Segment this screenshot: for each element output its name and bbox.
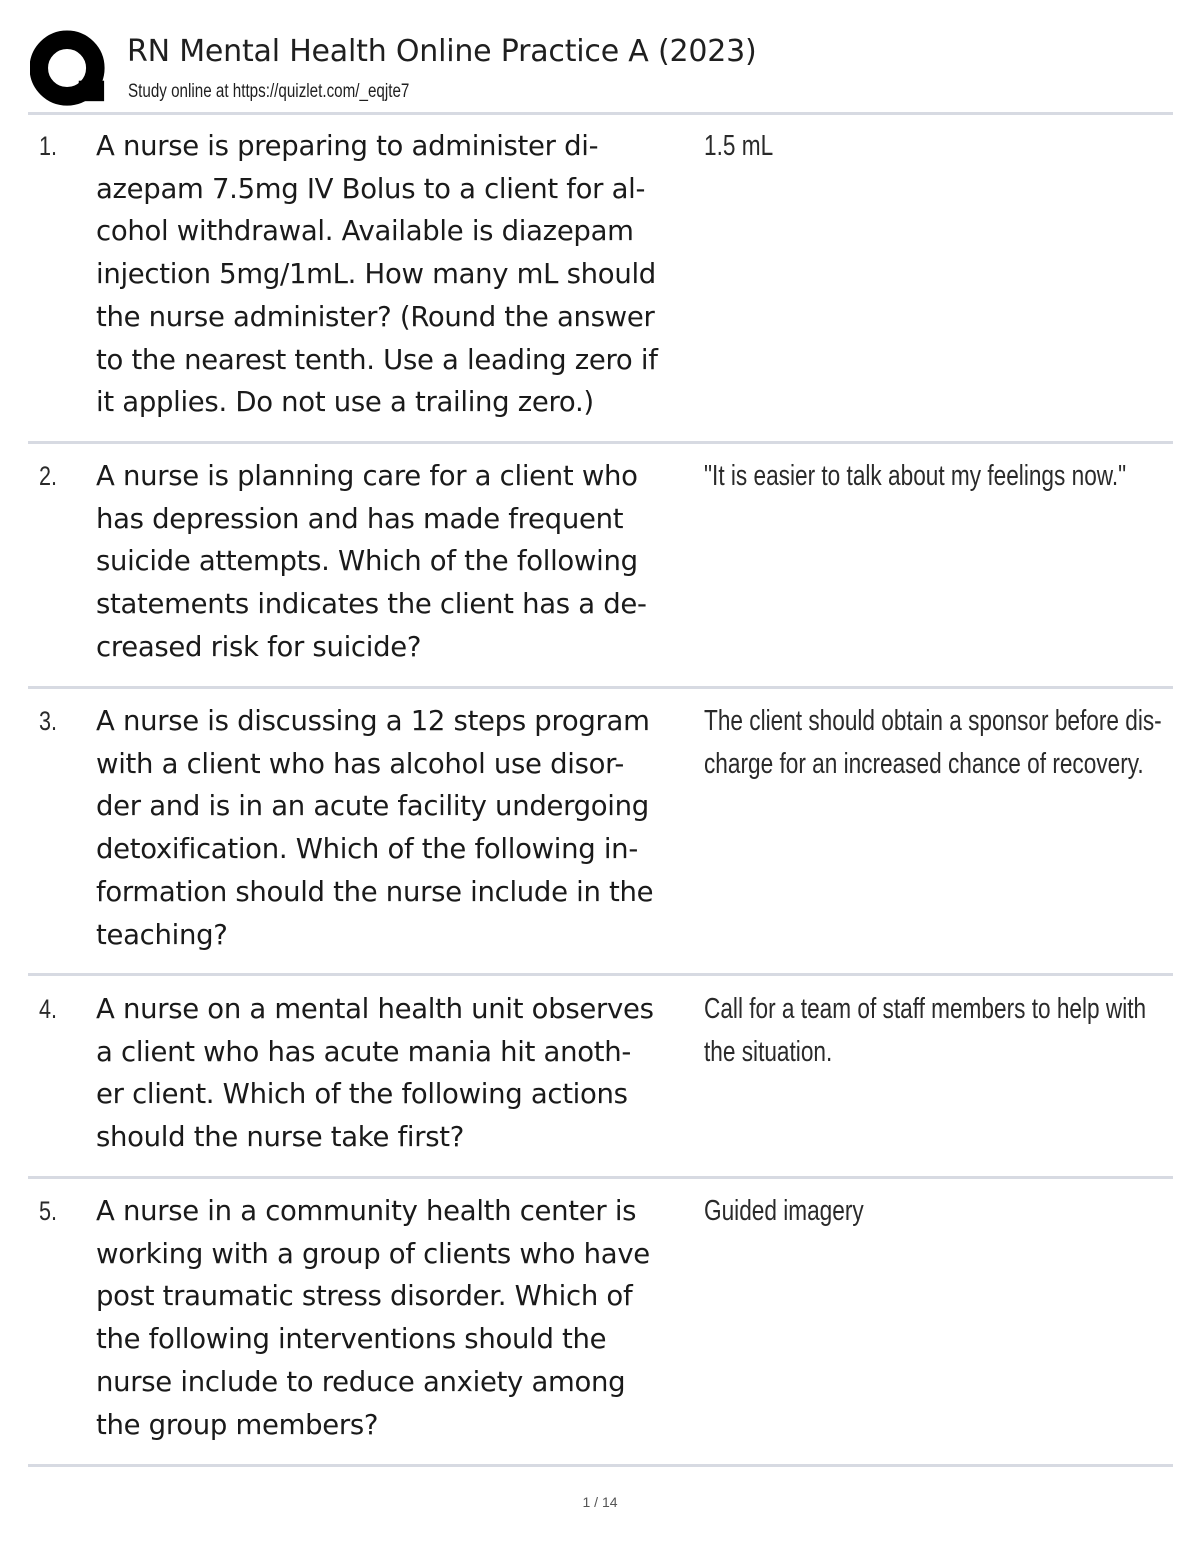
text-line: cohol withdrawal. Available is diazepam — [96, 215, 634, 248]
card-answer-wrap — [704, 455, 1156, 498]
card-divider — [28, 1464, 1173, 1467]
document-title: RN Mental Health Online Practice A (2023) — [127, 34, 757, 69]
text-line: creased risk for suicide? — [96, 630, 422, 663]
card-number: 2. — [39, 461, 58, 491]
text-line: azepam 7.5mg IV Bolus to a client for al- — [96, 172, 646, 205]
card-answer — [704, 125, 1156, 168]
card-number: 4. — [39, 994, 58, 1024]
card-question — [96, 988, 701, 1159]
quizlet-logo-icon — [30, 30, 108, 108]
text-line: it applies. Do not use a trailing zero.) — [96, 386, 594, 419]
card-answer — [704, 988, 1156, 1074]
card-divider — [28, 441, 1173, 444]
text-line: the group members? — [96, 1408, 379, 1441]
card-answer-wrap — [704, 1190, 1156, 1233]
card-answer-wrap — [704, 988, 1156, 1074]
text-line: nurse include to reduce anxiety among — [96, 1365, 626, 1398]
card-question — [96, 700, 701, 956]
text-line: A nurse in a community health center is — [96, 1195, 637, 1227]
text-line: Call for a team of staff members to help with — [704, 993, 1147, 1025]
page-indicator: 1 / 14 — [582, 1494, 618, 1510]
card-number: 3. — [39, 706, 58, 736]
text-line: working with a group of clients who have — [96, 1237, 650, 1270]
text-line: Guided imagery — [704, 1195, 864, 1227]
text-line: injection 5mg/1mL. How many mL should — [96, 258, 656, 291]
text-line: the following interventions should the — [96, 1323, 607, 1356]
text-line: A nurse on a mental health unit observes — [96, 993, 654, 1025]
text-line: with a client who has alcohol use disor- — [96, 747, 624, 780]
text-line: detoxification. Which of the following in- — [96, 833, 638, 866]
text-line: der and is in an acute facility undergoing — [96, 790, 649, 823]
text-line: a client who has acute mania hit anoth- — [96, 1035, 631, 1068]
card-divider — [28, 686, 1173, 689]
card-answer-wrap — [704, 700, 1162, 786]
text-line: to the nearest tenth. Use a leading zero if — [96, 343, 658, 376]
text-line: suicide attempts. Which of the following — [96, 545, 638, 578]
card-number: 1. — [39, 131, 58, 161]
text-line: statements indicates the client has a de- — [96, 588, 647, 621]
header-divider — [28, 112, 1173, 115]
card-divider — [28, 1176, 1173, 1179]
text-line: A nurse is preparing to administer di- — [96, 130, 599, 162]
card-question — [96, 125, 701, 424]
text-line: the nurse administer? (Round the answer — [96, 300, 655, 333]
card-question — [96, 455, 701, 669]
card-answer — [704, 1190, 1156, 1233]
text-line: The client should obtain a sponsor before dis- — [704, 705, 1162, 737]
page-header — [30, 28, 1172, 112]
card-question — [96, 1190, 701, 1446]
card-answer — [704, 700, 1162, 786]
text-line: 1.5 mL — [704, 130, 774, 162]
text-line: teaching? — [96, 918, 228, 951]
card-answer — [704, 455, 1156, 498]
text-line: formation should the nurse include in the — [96, 875, 654, 908]
card-divider — [28, 973, 1173, 976]
text-line: has depression and has made frequent — [96, 502, 624, 535]
card-number: 5. — [39, 1196, 58, 1226]
text-line: A nurse is planning care for a client who — [96, 460, 638, 492]
card-answer-wrap — [704, 125, 1156, 168]
text-line: charge for an increased chance of recovery. — [704, 748, 1144, 780]
text-line: er client. Which of the following actions — [96, 1078, 628, 1111]
text-line: "It is easier to talk about my feelings now." — [704, 460, 1127, 492]
text-line: post traumatic stress disorder. Which of — [96, 1280, 633, 1313]
study-online-link[interactable]: Study online at https://quizlet.com/_eqjte7 — [128, 81, 410, 102]
text-line: A nurse is discussing a 12 steps program — [96, 705, 650, 737]
text-line: the situation. — [704, 1036, 833, 1068]
text-line: should the nurse take first? — [96, 1121, 465, 1154]
